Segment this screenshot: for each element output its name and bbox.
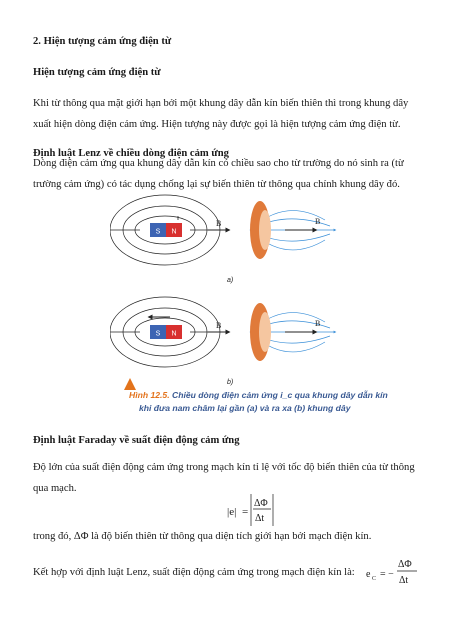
induction-figure <box>110 192 340 418</box>
figure-caption-line-1 <box>129 390 388 400</box>
where-text: trong đó, ΔΦ là độ biến thiên từ thông qua diện tích giới hạn bởi mạch điện kín. <box>33 531 372 542</box>
panel-b-label: b) <box>227 379 234 386</box>
magnet-n-label-b: N <box>171 330 177 338</box>
panel-a <box>110 195 335 284</box>
ec-sub: C <box>372 576 377 582</box>
vector-b-right-a: B <box>315 217 321 226</box>
lenz-line-2: trường cảm ứng) có tác dụng chống lại sự biến thiên từ thông qua chính khung dây đó. <box>33 179 400 190</box>
lenz-law-heading: Định luật Lenz về chiều dòng điện cảm ứng <box>33 148 229 159</box>
lenz-faraday-formula <box>366 556 422 588</box>
warning-triangle-icon <box>124 378 136 390</box>
ec-numerator: ΔΦ <box>398 559 412 570</box>
ec-lhs: e <box>366 569 371 580</box>
section-heading: 2. Hiện tượng cảm ứng điện từ <box>33 36 172 47</box>
faraday-formula <box>227 494 277 526</box>
figure-caption-line-2: khi đưa nam châm lại gần (a) và ra xa (b) khung dây <box>139 403 351 413</box>
formula-denominator: Δt <box>255 513 265 524</box>
ec-rhs: = − <box>380 569 394 580</box>
definition-line-1: Khi từ thông qua mặt giới hạn bởi một khung dây dẫn kín biến thiên thì trong khung dây <box>33 98 409 109</box>
formula-numerator: ΔΦ <box>254 498 268 509</box>
panel-b <box>110 297 335 386</box>
ec-denominator: Δt <box>399 575 409 586</box>
magnet-s-label-b: S <box>155 330 161 338</box>
panel-a-label: a) <box>227 277 234 284</box>
lenz-line-1: Dòng điện cảm ứng qua khung dây dẫn kín có chiều sao cho từ trường do nó sinh ra (từ <box>33 158 404 169</box>
vector-b-left-b: B <box>216 321 222 330</box>
faraday-line-1: Độ lớn của suất điện động cảm ứng trong mạch kín tỉ lệ với tốc độ biến thiên của từ thông <box>33 462 415 473</box>
magnet-n-label-a: N <box>171 228 177 236</box>
formula-lhs: |e| <box>227 506 237 518</box>
combine-text: Kết hợp với định luật Lenz, suất điện động cảm ứng trong mạch điện kín là: <box>33 567 355 578</box>
vector-b-right-b: B <box>315 319 321 328</box>
magnet-s-label-a: S <box>155 228 161 236</box>
caption-text-1: Chiều dòng điện cảm ứng i_c qua khung dây dẫn kín <box>171 390 388 400</box>
faraday-line-2: qua mạch. <box>33 483 77 494</box>
subheading-electromagnetic-induction: Hiện tượng cảm ứng điện từ <box>33 67 161 78</box>
caption-number: Hình 12.5. <box>129 390 170 400</box>
formula-equals: = <box>242 506 249 518</box>
definition-line-2: xuất hiện dòng điện cảm ứng. Hiện tượng này được gọi là hiện tượng cảm ứng điện từ. <box>33 119 401 130</box>
faraday-law-heading: Định luật Faraday về suất điện động cảm ứng <box>33 435 240 446</box>
vector-b-left-a: B <box>216 219 222 228</box>
